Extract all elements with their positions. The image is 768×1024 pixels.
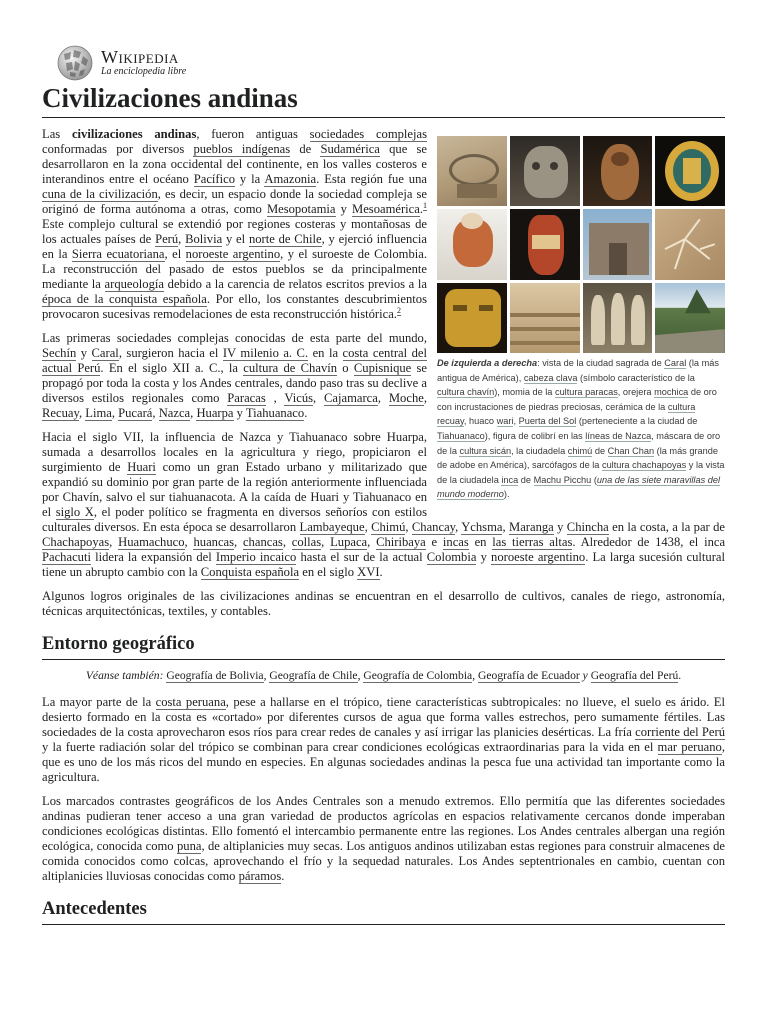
article-link[interactable]: Sierra ecuatoriana (71, 247, 165, 261)
article-link[interactable]: Huarpa (196, 406, 234, 420)
see-also-link[interactable]: Geografía de Ecuador (478, 669, 580, 682)
article-link[interactable]: Bolivia (185, 232, 223, 246)
infobox-figure (437, 136, 725, 502)
wikipedia-globe-icon (56, 44, 94, 82)
caption-link[interactable]: cultura chachapoyas (601, 460, 687, 471)
article-link[interactable]: Lambayeque (299, 520, 365, 534)
caption-link[interactable]: una de las siete maravillas del mundo moderno (437, 474, 720, 500)
section-heading-entorno: Entorno geográfico (42, 633, 725, 660)
article-link[interactable]: XVI (357, 565, 380, 579)
article-link[interactable]: Nazca (158, 406, 191, 420)
article-link[interactable]: Ychsma (461, 520, 503, 534)
article-link[interactable]: cultura de Chavín (243, 361, 338, 375)
article-link[interactable]: Chincha (566, 520, 609, 534)
article-link[interactable]: Sechín (42, 346, 77, 360)
wikipedia-logo[interactable] (56, 44, 256, 82)
article-link[interactable]: Colombia (426, 550, 477, 564)
site-name: Wikipedia (101, 47, 179, 67)
article-link[interactable]: siglo X (55, 505, 94, 519)
article-link[interactable]: noroeste argentino (185, 247, 281, 261)
article-link[interactable]: incas (442, 535, 469, 549)
intro-paragraph-4: Algunos logros originales de las civilizaciones andinas se encuentran en el desarrollo de cultivos, canales de riego, astronomía, técnicas arquitectónicas, textiles, y contables. (42, 589, 725, 618)
article-link[interactable]: IV milenio a. C. (222, 346, 309, 360)
article-link[interactable]: pueblos indígenas (193, 142, 291, 156)
caption-link[interactable]: Chan Chan (607, 445, 655, 456)
caption-link[interactable]: cultura chavín (437, 387, 495, 398)
wari-huaco-photo[interactable] (510, 209, 580, 279)
article-link[interactable]: puna (176, 839, 202, 853)
page-title: Civilizaciones andinas (42, 82, 725, 118)
article-link[interactable]: corriente del Perú (635, 725, 725, 739)
reference-link[interactable]: 1 (423, 200, 428, 210)
article-link[interactable]: noroeste argentino (491, 550, 586, 564)
intro-paragraph-2: Las primeras sociedades complejas conocidas de esta parte del mundo, Sechín y Caral, surgieron hacia el IV milenio a. C. en la costa central del actual Perú. En el siglo XII a. C., la cultura de Chavín o Cupisnique se propagó por toda la costa y los Andes centrales, dando paso tras su declive a diversos estilos regionales como Paracas , Vicús, Cajamarca, Moche, Recuay, Lima, Pucará, Nazca, Huarpa y Tiahuanaco. (42, 331, 428, 420)
article-link[interactable]: Vicús (284, 391, 314, 405)
article-link[interactable]: collas (291, 535, 322, 549)
article-link[interactable]: Chiribaya (376, 535, 426, 549)
nazca-hummingbird-photo[interactable] (655, 209, 725, 279)
article-link[interactable]: páramos (238, 869, 282, 883)
article-link[interactable]: Pucará (118, 406, 153, 420)
article-link[interactable]: chancas (242, 535, 283, 549)
intro-paragraph-1: Las civilizaciones andinas, fueron antiguas sociedades complejas conformadas por diversos pueblos indígenas de Sudamérica que se desarrollaron en la zona occidental del continente, en los valles costeros e interandinos entre el océano Pacífico y la Amazonia. Esta región fue una cuna de la civilización, es decir, un espacio donde la sociedad compleja se originó de forma autónoma a otras, como Mesopotamia y Mesoamérica.$^1$ Este complejo cultural se extendió por regiones costeras y montañosas de los actuales países de Perú, Bolivia y el norte de Chile, y ejerció influencia en la Sierra ecuatoriana, el noroeste argentino, y el suroeste de Colombia. La reconstrucción del pasado de estos pueblos se da principalmente mediante la arqueología debido a la carencia de relatos escritos previos a la época de la conquista española. Por ello, los constantes descubrimientos provocaron sucesivas remodelaciones de esta reconstrucción histórica.$^2$ (42, 127, 428, 321)
caption-link[interactable]: mochica (654, 387, 689, 398)
article-link[interactable]: Paracas (227, 391, 266, 405)
machu-picchu-photo[interactable] (655, 283, 725, 353)
caption-link[interactable]: chimú (567, 445, 593, 456)
see-also-note: Véanse también: Geografía de Bolivia, Geografía de Chile, Geografía de Colombia, Geografía de Ecuador y Geografía del Perú. (85, 669, 682, 682)
article-link[interactable]: Pacífico (193, 172, 236, 186)
caption-link[interactable]: líneas de Nazca (585, 430, 652, 441)
see-also-link[interactable]: Geografía de Bolivia (166, 669, 264, 682)
caption-link[interactable]: Machu Picchu (533, 474, 592, 485)
article-link[interactable]: Lupaca (330, 535, 368, 549)
article-link[interactable]: costa peruana (155, 695, 226, 709)
article-link[interactable]: Imperio incaico (215, 550, 297, 564)
recuay-ceramic-photo[interactable] (437, 209, 507, 279)
chan-chan-photo[interactable] (510, 283, 580, 353)
article-link[interactable]: Perú (155, 232, 179, 246)
caption-link[interactable]: cultura recuay (437, 401, 696, 427)
reference-link[interactable]: 2 (396, 305, 401, 315)
article-link[interactable]: Huamachuco (118, 535, 185, 549)
article-body (42, 127, 725, 933)
section-heading-antecedentes: Antecedentes (42, 898, 725, 925)
caption-link[interactable]: Tiahuanaco (437, 430, 485, 441)
see-also-label: Véanse también: (85, 669, 164, 682)
caption-link[interactable]: cultura sicán (459, 445, 512, 456)
article-link[interactable]: Huari (127, 460, 156, 474)
sican-mask-photo[interactable] (437, 283, 507, 353)
intro-paragraph-3: Hacia el siglo VII, la influencia de Nazca y Tiahuanaco sobre Huarpa, sumada a desarrollos locales en la agricultura y riego, propiciaron el surgimiento de Huari como un gran Estado urbano y militarizado que expandió su dominio por gran parte de la región anteriormente influenciada por Chavín, salvo el sur tiahuanacota. A la caída de Huari y Tiahuanaco en el siglo X, el poder político se fragmenta en diversos señoríos con estilos culturales diversos. En esta época se desarrollaron Lambayeque, Chimú, Chancay, Ychsma, Maranga y Chincha en la costa, a la par de Chachapoyas, Huamachuco, huancas, chancas, collas, Lupaca, Chiribaya e incas en las tierras altas. Alrededor de 1438, el inca Pachacuti lidera la expansión del Imperio incaico hasta el sur de la actual Colombia y noroeste argentino. La larga sucesión cultural tiene un abrupto cambio con la Conquista española en el siglo XVI. (42, 430, 726, 579)
caption-link[interactable]: Puerta del Sol (518, 416, 577, 427)
article-link[interactable]: Cupisnique (353, 361, 412, 375)
article-link[interactable]: Pachacuti (42, 550, 91, 564)
article-link[interactable]: Mesoamérica (352, 202, 420, 216)
image-mosaic[interactable] (437, 136, 725, 353)
puerta-del-sol-photo[interactable] (583, 209, 653, 279)
see-also-link[interactable]: Geografía del Perú (590, 669, 679, 682)
article-link[interactable]: Recuay (42, 406, 79, 420)
see-also-link[interactable]: Geografía de Chile (269, 669, 358, 682)
caption-link[interactable]: inca (501, 474, 519, 485)
geography-paragraph-2: Los marcados contrastes geográficos de los Andes Centrales son a menudo extremos. Ello permitía que las diferentes sociedades andinas pudieran tener acceso a una gran variedad de productos agrícolas en espacios relativamente cercanos donde imperaban condiciones ecológicas distintas. Ello fomentó el intercambio permanente entre las regiones. Los Andes centrales albergan una región ecológica, conocida como puna, de altiplanicies muy secas. Los antiguos andinos utilizaban estas regiones para construir almacenes de comida conocidos como colcas, aprovechando el frío y la sequedad naturales. Los Andes septentrionales en cambio, cuentan con altiplanicies lluviosas conocidas como páramos. (42, 794, 725, 883)
article-link[interactable]: época de la conquista española (42, 292, 207, 306)
article-link[interactable]: Amazonia (264, 172, 317, 186)
article-link[interactable]: Chimú (371, 520, 406, 534)
article-link[interactable]: Chancay (411, 520, 456, 534)
article-link[interactable]: arqueología (104, 277, 164, 291)
cabeza-clava-photo[interactable] (510, 136, 580, 206)
article-link[interactable]: Tiahuanaco (245, 406, 305, 420)
chachapoyas-sarcophagi-photo[interactable] (583, 283, 653, 353)
article-link[interactable]: Caral (91, 346, 119, 360)
caption-link[interactable]: cabeza clava (523, 372, 578, 383)
article-link[interactable]: Maranga (509, 520, 554, 534)
mochica-earspool-photo[interactable] (655, 136, 725, 206)
article-link[interactable]: sociedades complejas (309, 127, 428, 141)
article-link[interactable]: norte de Chile (248, 232, 322, 246)
article-link[interactable]: Sudamérica (320, 142, 380, 156)
caral-photo[interactable] (437, 136, 507, 206)
article-link[interactable]: huancas (193, 535, 235, 549)
geography-paragraph-1: La mayor parte de la costa peruana, pese a hallarse en el trópico, tiene características subtropicales: no llueve, el suelo es árido. El desierto formado en la costa es «cortado» por diferentes cursos de agua que forma valles estrechos, pero sumamente fértiles. Las sociedades de la costa aprovecharon esos ríos para crear redes de canales y así irrigar las planicies desérticas. La fría corriente del Perú y la fuerte radiación solar del trópico se combinan para crear condiciones ecológicas extraordinarias para la vida en el mar peruano, que es uno de los más ricos del mundo en especies. En algunas sociedades andinas la pesca fue una actividad tan importante como la agricultura. (42, 695, 725, 784)
article-subject: civilizaciones andinas (71, 127, 197, 141)
paracas-mummy-photo[interactable] (583, 136, 653, 206)
article-link[interactable]: Moche (388, 391, 424, 405)
article-link[interactable]: Conquista española (200, 565, 300, 579)
caption-link[interactable]: wari (496, 416, 514, 427)
see-also-link[interactable]: Geografía de Colombia (363, 669, 473, 682)
caption-lead: De izquierda a derecha (437, 358, 538, 368)
site-tagline: La enciclopedia libre (101, 66, 187, 77)
article-link[interactable]: mar peruano (657, 740, 722, 754)
article-link[interactable]: costa central del actual Perú (42, 346, 427, 375)
caption-link[interactable]: Caral (664, 358, 687, 368)
article-link[interactable]: cuna de la civilización (42, 187, 158, 201)
article-link[interactable]: Chachapoyas (42, 535, 110, 549)
article-link[interactable]: Mesopotamia (266, 202, 336, 216)
article-link[interactable]: Cajamarca (324, 391, 378, 405)
caption-link[interactable]: cultura paracas (554, 387, 618, 398)
article-link[interactable]: las tierras altas (492, 535, 573, 549)
image-caption: De izquierda a derecha: vista de la ciudad sagrada de Caral (la más antigua de América), cabeza clava (símbolo característico de la cultura chavín), momia de la cultura paracas, orejera mochica de oro con incrustaciones de piedras preciosas, cerámica de la cultura recuay, huaco wari, Puerta del Sol (perteneciente a la ciudad de Tiahuanaco), figura de colibrí en las líneas de Nazca, máscara de oro de la cultura sicán, la ciudadela chimú de Chan Chan (la más grande de adobe en América), sarcófagos de la cultura chachapoyas y la vista de la ciudadela inca de Machu Picchu (una de las siete maravillas del mundo moderno). (437, 358, 725, 500)
article-link[interactable]: Lima (85, 406, 112, 420)
